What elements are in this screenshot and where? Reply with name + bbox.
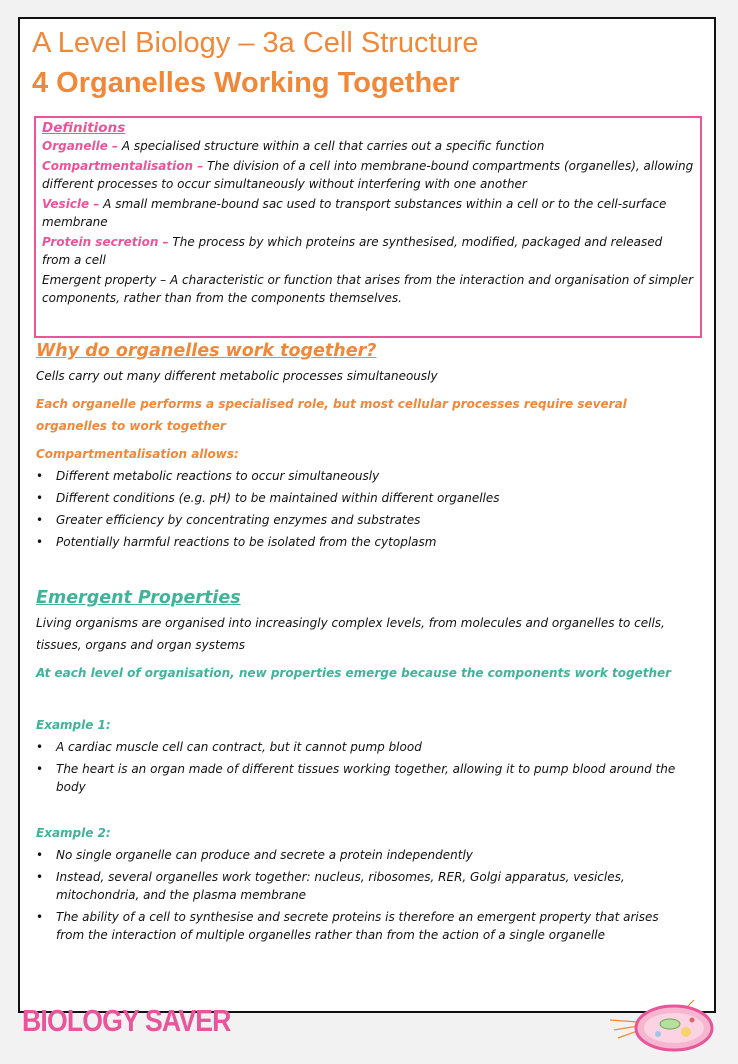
definition-term: Organelle –	[42, 139, 119, 153]
example-1-label: Example 1:	[36, 718, 111, 732]
title-line-2: 4 Organelles Working Together	[32, 67, 460, 99]
list-item: • A cardiac muscle cell can contract, but it cannot pump blood	[36, 738, 686, 756]
list-item: • The ability of a cell to synthesise and secrete proteins is therefore an emergent property that arises from the interaction of multiple organelles rather than from the action of a single organelle	[36, 908, 686, 944]
why-bullet-list	[36, 465, 686, 553]
example-2-list	[36, 846, 686, 944]
definition-text: The division of a cell into membrane-bound compartments (organelles), allowing different processes to occur simultaneously without interfering with one another	[42, 159, 694, 191]
definition-term: Protein secretion –	[42, 235, 169, 249]
definition-compartmentalisation	[42, 157, 694, 193]
worksheet-page	[18, 17, 716, 1013]
list-item: • Greater efficiency by concentrating enzymes and substrates	[36, 509, 686, 531]
list-item: • Different conditions (e.g. pH) to be maintained within different organelles	[36, 487, 686, 509]
emergent-highlight: At each level of organisation, new properties emerge because the components work together	[36, 666, 672, 680]
definition-term: Compartmentalisation –	[42, 159, 204, 173]
definition-text: Emergent property – A characteristic or function that arises from the interaction and organisation of simpler components, rather than from the components themselves.	[42, 273, 694, 305]
list-item: • Potentially harmful reactions to be isolated from the cytoplasm	[36, 531, 686, 553]
list-item: • No single organelle can produce and secrete a protein independently	[36, 846, 686, 864]
definition-term: Vesicle –	[42, 197, 100, 211]
biology-saver-logo: BIOLOGY SAVER	[22, 1003, 231, 1038]
list-item: • The heart is an organ made of different tissues working together, allowing it to pump blood around the body	[36, 760, 686, 796]
definition-text: A small membrane-bound sac used to transport substances within a cell or to the cell-surface membrane	[42, 197, 667, 229]
list-item: • Different metabolic reactions to occur simultaneously	[36, 465, 686, 487]
cell-illustration-icon	[604, 990, 714, 1064]
title-line-1: A Level Biology – 3a Cell Structure	[32, 27, 479, 59]
example-1-list	[36, 738, 686, 796]
definition-organelle	[42, 137, 694, 155]
definition-protein-secretion	[42, 233, 694, 269]
why-intro: Cells carry out many different metabolic processes simultaneously	[36, 369, 438, 383]
definitions-heading: Definitions	[42, 120, 126, 136]
why-highlight: Each organelle performs a specialised role, but most cellular processes require several organelles to work together	[36, 397, 627, 433]
definition-emergent-property	[42, 271, 694, 307]
why-subheading: Compartmentalisation allows:	[36, 447, 239, 461]
definition-text: A specialised structure within a cell that carries out a specific function	[118, 139, 545, 153]
emergent-section	[36, 588, 686, 944]
emergent-heading: Emergent Properties	[36, 588, 241, 608]
why-section	[36, 341, 686, 553]
example-2-label: Example 2:	[36, 826, 111, 840]
definitions-box	[34, 116, 702, 338]
list-item: • Instead, several organelles work together: nucleus, ribosomes, RER, Golgi apparatus, vesicles, mitochondria, and the plasma membrane	[36, 868, 686, 904]
why-heading: Why do organelles work together?	[36, 341, 377, 361]
definition-text: The process by which proteins are synthesised, modified, packaged and released from a cell	[42, 235, 663, 267]
definition-vesicle	[42, 195, 694, 231]
emergent-intro: Living organisms are organised into increasingly complex levels, from molecules and organelles to cells, tissues, organs and organ systems	[36, 616, 665, 652]
